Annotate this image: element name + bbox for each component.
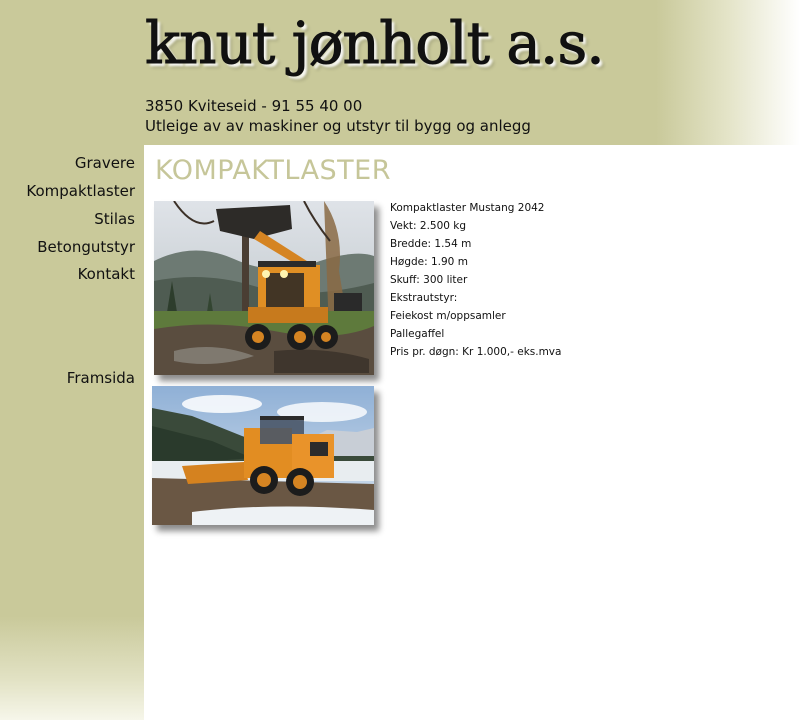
spec-price: Pris pr. døgn: Kr 1.000,- eks.mva (390, 346, 562, 358)
sidebar-item-kompaktlaster[interactable]: Kompaktlaster (26, 182, 135, 200)
page-title: KOMPAKTLASTER (155, 155, 391, 186)
spec-extras-heading: Ekstrautstyr: (390, 292, 458, 304)
compact-loader-snow-photo (152, 386, 374, 525)
company-tagline: Utleige av av maskiner og utstyr til bygg og anlegg (145, 117, 531, 135)
spec-weight: Vekt: 2.500 kg (390, 220, 467, 232)
compact-loader-forest-photo (154, 201, 374, 375)
sidebar-item-framsida[interactable]: Framsida (66, 369, 135, 387)
spec-extra-sweeper: Feiekost m/oppsamler (390, 310, 506, 322)
compact-loader-forest-image (154, 201, 374, 375)
sidebar-item-kontakt[interactable]: Kontakt (77, 265, 135, 283)
spec-model: Kompaktlaster Mustang 2042 (390, 202, 545, 214)
spec-width: Bredde: 1.54 m (390, 238, 472, 250)
spec-list (390, 199, 561, 361)
spec-extra-pallet-fork: Pallegaffel (390, 328, 445, 340)
spec-bucket: Skuff: 300 liter (390, 274, 468, 286)
sidebar-nav (0, 0, 144, 720)
sidebar-item-betongutstyr[interactable]: Betongutstyr (37, 238, 135, 256)
sidebar-item-gravere[interactable]: Gravere (74, 154, 135, 172)
company-logo[interactable]: knut jønholt a.s. (145, 9, 604, 77)
compact-loader-snow-image (152, 386, 374, 525)
sidebar-item-stilas[interactable]: Stilas (94, 210, 135, 228)
company-address: 3850 Kviteseid - 91 55 40 00 (145, 97, 363, 115)
spec-height: Høgde: 1.90 m (390, 256, 468, 268)
